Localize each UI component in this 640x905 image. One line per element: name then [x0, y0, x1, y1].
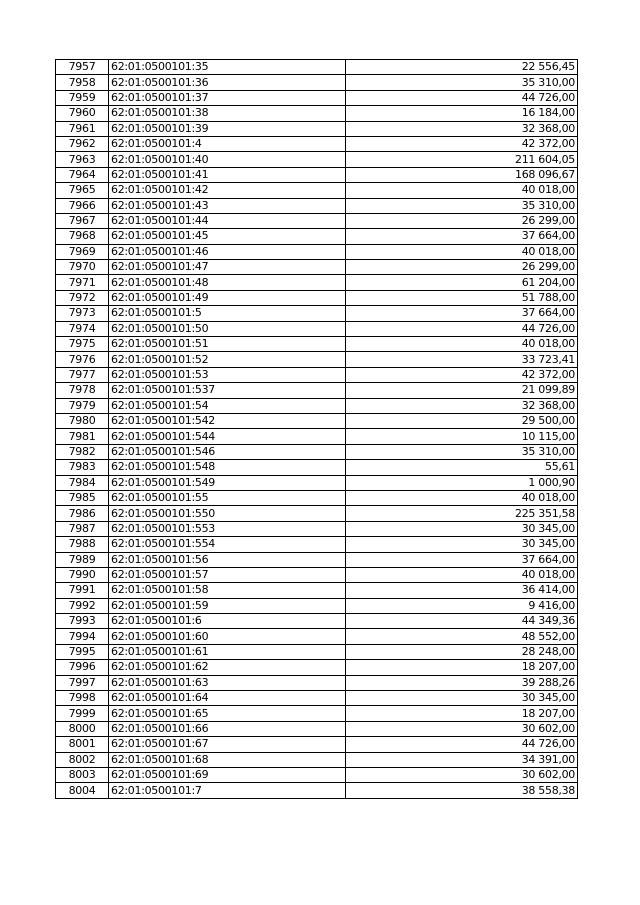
cadastral-number-cell: 62:01:0500101:544 — [109, 429, 346, 444]
row-number-cell: 7958 — [56, 75, 109, 90]
value-cell: 21 099,89 — [346, 383, 578, 398]
row-number-cell: 7973 — [56, 306, 109, 321]
cadastral-number-cell: 62:01:0500101:52 — [109, 352, 346, 367]
value-cell: 225 351,58 — [346, 506, 578, 521]
table-row — [56, 413, 578, 428]
row-number-cell: 7998 — [56, 691, 109, 706]
row-number-cell: 7989 — [56, 552, 109, 567]
row-number-cell: 7978 — [56, 383, 109, 398]
cadastral-number-cell: 62:01:0500101:62 — [109, 660, 346, 675]
value-cell: 18 207,00 — [346, 660, 578, 675]
table-row — [56, 321, 578, 336]
row-number-cell: 7976 — [56, 352, 109, 367]
row-number-cell: 7960 — [56, 106, 109, 121]
value-cell: 42 372,00 — [346, 367, 578, 382]
value-cell: 30 345,00 — [346, 691, 578, 706]
table-row — [56, 629, 578, 644]
table-row — [56, 583, 578, 598]
table-row — [56, 398, 578, 413]
table-row — [56, 783, 578, 798]
value-cell: 30 345,00 — [346, 521, 578, 536]
value-cell: 55,61 — [346, 460, 578, 475]
cadastral-number-cell: 62:01:0500101:40 — [109, 152, 346, 167]
value-cell: 37 664,00 — [346, 552, 578, 567]
value-cell: 35 310,00 — [346, 75, 578, 90]
table-row — [56, 660, 578, 675]
cadastral-number-cell: 62:01:0500101:49 — [109, 290, 346, 305]
row-number-cell: 7983 — [56, 460, 109, 475]
row-number-cell: 7959 — [56, 90, 109, 105]
cadastral-number-cell: 62:01:0500101:58 — [109, 583, 346, 598]
value-cell: 35 310,00 — [346, 198, 578, 213]
row-number-cell: 7975 — [56, 337, 109, 352]
value-cell: 40 018,00 — [346, 337, 578, 352]
value-cell: 44 349,36 — [346, 614, 578, 629]
table-row — [56, 706, 578, 721]
row-number-cell: 7988 — [56, 537, 109, 552]
value-cell: 44 726,00 — [346, 737, 578, 752]
cadastral-number-cell: 62:01:0500101:67 — [109, 737, 346, 752]
row-number-cell: 7995 — [56, 644, 109, 659]
value-cell: 211 604,05 — [346, 152, 578, 167]
table-row — [56, 567, 578, 582]
cadastral-number-cell: 62:01:0500101:50 — [109, 321, 346, 336]
table-row — [56, 737, 578, 752]
table-row — [56, 198, 578, 213]
table-row — [56, 106, 578, 121]
table-row — [56, 490, 578, 505]
value-cell: 30 345,00 — [346, 537, 578, 552]
table-row — [56, 275, 578, 290]
row-number-cell: 7982 — [56, 444, 109, 459]
row-number-cell: 7977 — [56, 367, 109, 382]
cadastral-number-cell: 62:01:0500101:61 — [109, 644, 346, 659]
row-number-cell: 7993 — [56, 614, 109, 629]
cadastral-number-cell: 62:01:0500101:55 — [109, 490, 346, 505]
value-cell: 16 184,00 — [346, 106, 578, 121]
table-row — [56, 444, 578, 459]
value-cell: 35 310,00 — [346, 444, 578, 459]
cadastral-number-cell: 62:01:0500101:7 — [109, 783, 346, 798]
table-row — [56, 475, 578, 490]
row-number-cell: 7996 — [56, 660, 109, 675]
cadastral-number-cell: 62:01:0500101:546 — [109, 444, 346, 459]
cadastral-number-cell: 62:01:0500101:42 — [109, 183, 346, 198]
value-cell: 40 018,00 — [346, 567, 578, 582]
value-cell: 29 500,00 — [346, 413, 578, 428]
cadastral-number-cell: 62:01:0500101:69 — [109, 767, 346, 782]
table-row — [56, 506, 578, 521]
value-cell: 33 723,41 — [346, 352, 578, 367]
row-number-cell: 7979 — [56, 398, 109, 413]
table-row — [56, 75, 578, 90]
cadastral-number-cell: 62:01:0500101:553 — [109, 521, 346, 536]
cadastral-number-cell: 62:01:0500101:41 — [109, 167, 346, 182]
row-number-cell: 7972 — [56, 290, 109, 305]
value-cell: 168 096,67 — [346, 167, 578, 182]
value-cell: 10 115,00 — [346, 429, 578, 444]
row-number-cell: 8003 — [56, 767, 109, 782]
value-cell: 26 299,00 — [346, 260, 578, 275]
cadastral-number-cell: 62:01:0500101:47 — [109, 260, 346, 275]
table-row — [56, 644, 578, 659]
value-cell: 37 664,00 — [346, 229, 578, 244]
cadastral-number-cell: 62:01:0500101:64 — [109, 691, 346, 706]
cadastral-number-cell: 62:01:0500101:549 — [109, 475, 346, 490]
table-row — [56, 352, 578, 367]
row-number-cell: 8001 — [56, 737, 109, 752]
value-cell: 61 204,00 — [346, 275, 578, 290]
row-number-cell: 7992 — [56, 598, 109, 613]
row-number-cell: 7957 — [56, 60, 109, 75]
value-cell: 30 602,00 — [346, 721, 578, 736]
table-row — [56, 183, 578, 198]
cadastral-number-cell: 62:01:0500101:60 — [109, 629, 346, 644]
row-number-cell: 7963 — [56, 152, 109, 167]
cadastral-number-cell: 62:01:0500101:54 — [109, 398, 346, 413]
cadastral-number-cell: 62:01:0500101:44 — [109, 213, 346, 228]
cadastral-number-cell: 62:01:0500101:68 — [109, 752, 346, 767]
value-cell: 1 000,90 — [346, 475, 578, 490]
cadastral-number-cell: 62:01:0500101:37 — [109, 90, 346, 105]
table-row — [56, 152, 578, 167]
row-number-cell: 8000 — [56, 721, 109, 736]
value-cell: 40 018,00 — [346, 244, 578, 259]
cadastral-number-cell: 62:01:0500101:550 — [109, 506, 346, 521]
value-cell: 9 416,00 — [346, 598, 578, 613]
cadastral-number-cell: 62:01:0500101:4 — [109, 136, 346, 151]
cadastral-number-cell: 62:01:0500101:59 — [109, 598, 346, 613]
table-row — [56, 260, 578, 275]
table-row — [56, 675, 578, 690]
value-cell: 44 726,00 — [346, 321, 578, 336]
value-cell: 37 664,00 — [346, 306, 578, 321]
table-row — [56, 136, 578, 151]
cadastral-number-cell: 62:01:0500101:53 — [109, 367, 346, 382]
table-row — [56, 213, 578, 228]
cadastral-number-cell: 62:01:0500101:548 — [109, 460, 346, 475]
row-number-cell: 7985 — [56, 490, 109, 505]
cadastral-number-cell: 62:01:0500101:38 — [109, 106, 346, 121]
value-cell: 22 556,45 — [346, 60, 578, 75]
row-number-cell: 7962 — [56, 136, 109, 151]
cadastral-number-cell: 62:01:0500101:6 — [109, 614, 346, 629]
table-row — [56, 614, 578, 629]
cadastral-number-cell: 62:01:0500101:537 — [109, 383, 346, 398]
table-row — [56, 552, 578, 567]
cadastral-number-cell: 62:01:0500101:5 — [109, 306, 346, 321]
table-row — [56, 752, 578, 767]
row-number-cell: 7966 — [56, 198, 109, 213]
table-body — [56, 60, 578, 799]
row-number-cell: 7968 — [56, 229, 109, 244]
value-cell: 38 558,38 — [346, 783, 578, 798]
cadastral-number-cell: 62:01:0500101:542 — [109, 413, 346, 428]
value-cell: 40 018,00 — [346, 183, 578, 198]
table-row — [56, 367, 578, 382]
row-number-cell: 7971 — [56, 275, 109, 290]
row-number-cell: 7974 — [56, 321, 109, 336]
cadastral-number-cell: 62:01:0500101:66 — [109, 721, 346, 736]
cadastral-number-cell: 62:01:0500101:45 — [109, 229, 346, 244]
value-cell: 32 368,00 — [346, 398, 578, 413]
value-cell: 30 602,00 — [346, 767, 578, 782]
table-row — [56, 167, 578, 182]
value-cell: 51 788,00 — [346, 290, 578, 305]
value-cell: 34 391,00 — [346, 752, 578, 767]
value-cell: 26 299,00 — [346, 213, 578, 228]
cadastral-number-cell: 62:01:0500101:35 — [109, 60, 346, 75]
row-number-cell: 8002 — [56, 752, 109, 767]
table-row — [56, 521, 578, 536]
row-number-cell: 7969 — [56, 244, 109, 259]
table-row — [56, 290, 578, 305]
row-number-cell: 7964 — [56, 167, 109, 182]
row-number-cell: 7999 — [56, 706, 109, 721]
value-cell: 18 207,00 — [346, 706, 578, 721]
cadastral-number-cell: 62:01:0500101:48 — [109, 275, 346, 290]
table-row — [56, 337, 578, 352]
table-row — [56, 121, 578, 136]
cadastral-number-cell: 62:01:0500101:39 — [109, 121, 346, 136]
cadastral-number-cell: 62:01:0500101:554 — [109, 537, 346, 552]
row-number-cell: 7961 — [56, 121, 109, 136]
cadastral-number-cell: 62:01:0500101:46 — [109, 244, 346, 259]
cadastral-number-cell: 62:01:0500101:56 — [109, 552, 346, 567]
table-row — [56, 60, 578, 75]
cadastral-number-cell: 62:01:0500101:63 — [109, 675, 346, 690]
row-number-cell: 7965 — [56, 183, 109, 198]
table-row — [56, 244, 578, 259]
row-number-cell: 7990 — [56, 567, 109, 582]
value-cell: 44 726,00 — [346, 90, 578, 105]
row-number-cell: 7997 — [56, 675, 109, 690]
table-row — [56, 429, 578, 444]
table-row — [56, 460, 578, 475]
table-row — [56, 721, 578, 736]
table-row — [56, 598, 578, 613]
table-row — [56, 90, 578, 105]
row-number-cell: 7967 — [56, 213, 109, 228]
cadastral-number-cell: 62:01:0500101:51 — [109, 337, 346, 352]
cadastral-number-cell: 62:01:0500101:65 — [109, 706, 346, 721]
row-number-cell: 7987 — [56, 521, 109, 536]
row-number-cell: 7981 — [56, 429, 109, 444]
row-number-cell: 7970 — [56, 260, 109, 275]
table-row — [56, 537, 578, 552]
table-row — [56, 383, 578, 398]
value-cell: 36 414,00 — [346, 583, 578, 598]
value-cell: 28 248,00 — [346, 644, 578, 659]
value-cell: 32 368,00 — [346, 121, 578, 136]
row-number-cell: 8004 — [56, 783, 109, 798]
value-cell: 40 018,00 — [346, 490, 578, 505]
cadastral-value-table — [55, 59, 578, 799]
row-number-cell: 7984 — [56, 475, 109, 490]
value-cell: 39 288,26 — [346, 675, 578, 690]
table-row — [56, 691, 578, 706]
table-row — [56, 306, 578, 321]
row-number-cell: 7980 — [56, 413, 109, 428]
row-number-cell: 7994 — [56, 629, 109, 644]
table-row — [56, 767, 578, 782]
value-cell: 42 372,00 — [346, 136, 578, 151]
table-row — [56, 229, 578, 244]
cadastral-number-cell: 62:01:0500101:43 — [109, 198, 346, 213]
value-cell: 48 552,00 — [346, 629, 578, 644]
row-number-cell: 7986 — [56, 506, 109, 521]
cadastral-number-cell: 62:01:0500101:57 — [109, 567, 346, 582]
cadastral-number-cell: 62:01:0500101:36 — [109, 75, 346, 90]
row-number-cell: 7991 — [56, 583, 109, 598]
